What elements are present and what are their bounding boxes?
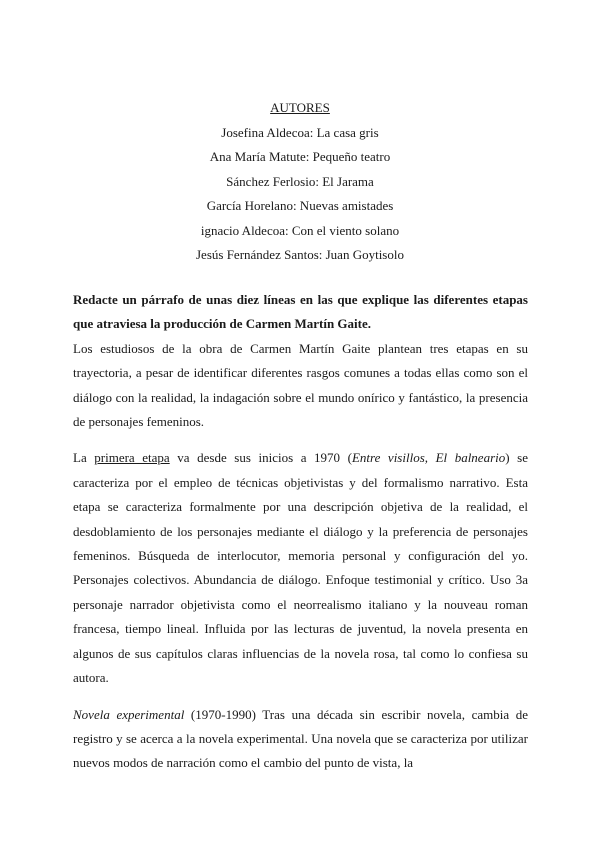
stage1-paragraph	[73, 446, 528, 690]
document-body	[73, 288, 528, 776]
intro-paragraph: Los estudiosos de la obra de Carmen Martín Gaite plantean tres etapas en su trayectoria, a pesar de identificar diferentes rasgos comunes a todas ellas como son el diálogo con la realidad, la indagación sobre el mundo onírico y fantástico, la presencia de personajes femeninos.	[73, 340, 528, 430]
stage1-prefix: La	[73, 450, 95, 466]
stage2-paragraph	[73, 703, 528, 776]
stage2-term: Novela experimental	[73, 706, 185, 722]
question-heading: Redacte un párrafo de unas diez líneas en las que explique las diferentes etapas que atraviesa la producción de Carmen Martín Gaite.	[73, 292, 528, 332]
authors-title: AUTORES	[270, 100, 330, 115]
author-item: Ana María Matute: Pequeño teatro	[209, 149, 391, 164]
author-item: Josefina Aldecoa: La casa gris	[221, 124, 379, 140]
stage2-rest: (1970-1990) Tras una década sin escribir novela, cambia de registro y se acerca a la novela experimental. Una novela que se caracteriza por utilizar nuevos modos de narración como el cambio del punto de vista, la	[73, 706, 528, 771]
stage1-rest: ) se caracteriza por el empleo de técnicas objetivistas y del formalismo narrativo. Esta etapa se caracteriza formalmente por una descripción objetiva de la realidad, el desdoblamiento de los personajes mediante el diálogo y la preferencia de personajes femeninos. Búsqueda de interlocutor, memoria personal y configuración del yo. Personajes colectivos. Abundancia de diálogo. Enfoque testimonial y crítico. Uso 3a personaje narrador objetivista como el neorrealismo italiano y la nouveau roman francesa, tiempo lineal. Influida por las lecturas de juventud, la novela presenta en algunos de sus capítulos claras influencias de la novela rosa, tal como lo confiesa su autora.	[73, 450, 528, 686]
stage1-mid: va desde sus inicios a 1970 (	[169, 450, 352, 466]
author-item: Sánchez Ferlosio: El Jarama	[226, 173, 374, 189]
author-item: Jesús Fernández Santos: Juan Goytisolo	[196, 247, 404, 262]
author-item: ignacio Aldecoa: Con el viento solano	[200, 222, 400, 238]
stage1-term: primera etapa	[94, 450, 170, 466]
author-item: García Horelano: Nuevas amistades	[206, 198, 394, 213]
authors-list	[0, 96, 600, 268]
stage1-works: Entre visillos, El balneario	[351, 450, 506, 466]
